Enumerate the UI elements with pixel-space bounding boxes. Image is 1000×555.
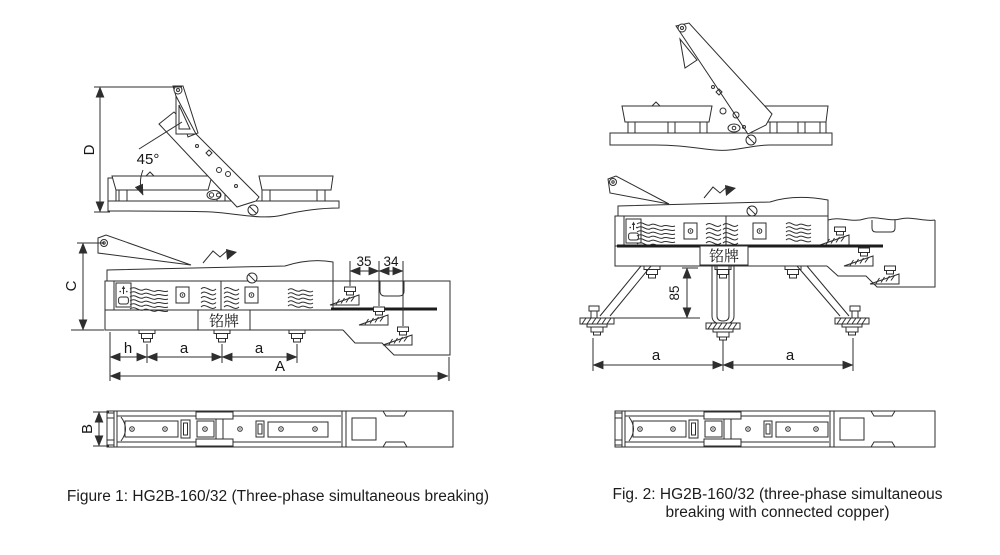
fig1-right-contact-pad (259, 176, 333, 190)
fig1-nameplate (198, 310, 250, 330)
fig1-left-contact-pad (112, 176, 212, 190)
dim-label-35: 35 (356, 254, 372, 269)
figure2-caption (585, 486, 970, 522)
figure1-caption: Figure 1: HG2B-160/32 (Three-phase simultaneous breaking) (66, 488, 490, 505)
dim-label-c: C (63, 280, 80, 292)
fig1-dim-b (79, 412, 109, 446)
fig1-folded-handle (98, 235, 191, 265)
fig2-latch-hook (704, 186, 728, 198)
fig1-closed-view (98, 235, 450, 355)
fig1-plan-view (107, 411, 453, 447)
fig2-dim-a (593, 338, 853, 371)
fig2-left-contact-pad (622, 106, 712, 122)
figure2-caption-line2: breaking with connected copper) (665, 504, 890, 521)
fig2-open-view (610, 23, 832, 150)
fig1-dim-c (63, 243, 104, 330)
fig1-latch-hook (203, 250, 228, 263)
dim-label-a-4: a (785, 347, 795, 364)
figure2-caption-line1: Fig. 2: HG2B-160/32 (three-phase simultaneous (612, 486, 943, 503)
dim-label-a-2: a (254, 340, 264, 357)
fig2-nameplate (700, 246, 748, 265)
fig1-base-screw (248, 205, 258, 215)
dim-label-a-1: a (179, 340, 189, 357)
fig2-copper-connector-block (820, 218, 935, 287)
dim-label-h: h (123, 340, 133, 357)
dim-label-d: D (81, 144, 98, 156)
fig2-nameplate-text: 铭牌 (708, 248, 740, 265)
angle-label: 45° (136, 151, 160, 168)
fig1-nameplate-text: 铭牌 (208, 313, 240, 330)
dim-label-a-3: a (651, 347, 661, 364)
fig1-dim-d (81, 87, 182, 212)
fig2-folded-handle (608, 176, 669, 204)
dim-label-a-total: A (274, 358, 286, 375)
dim-label-34: 34 (383, 254, 399, 269)
fig2-plan-view (615, 411, 935, 447)
fig1-dim-a-overall (110, 358, 448, 376)
dim-label-b: B (79, 423, 96, 435)
dim-label-85: 85 (667, 285, 682, 301)
fig2-closed-view (580, 176, 935, 340)
